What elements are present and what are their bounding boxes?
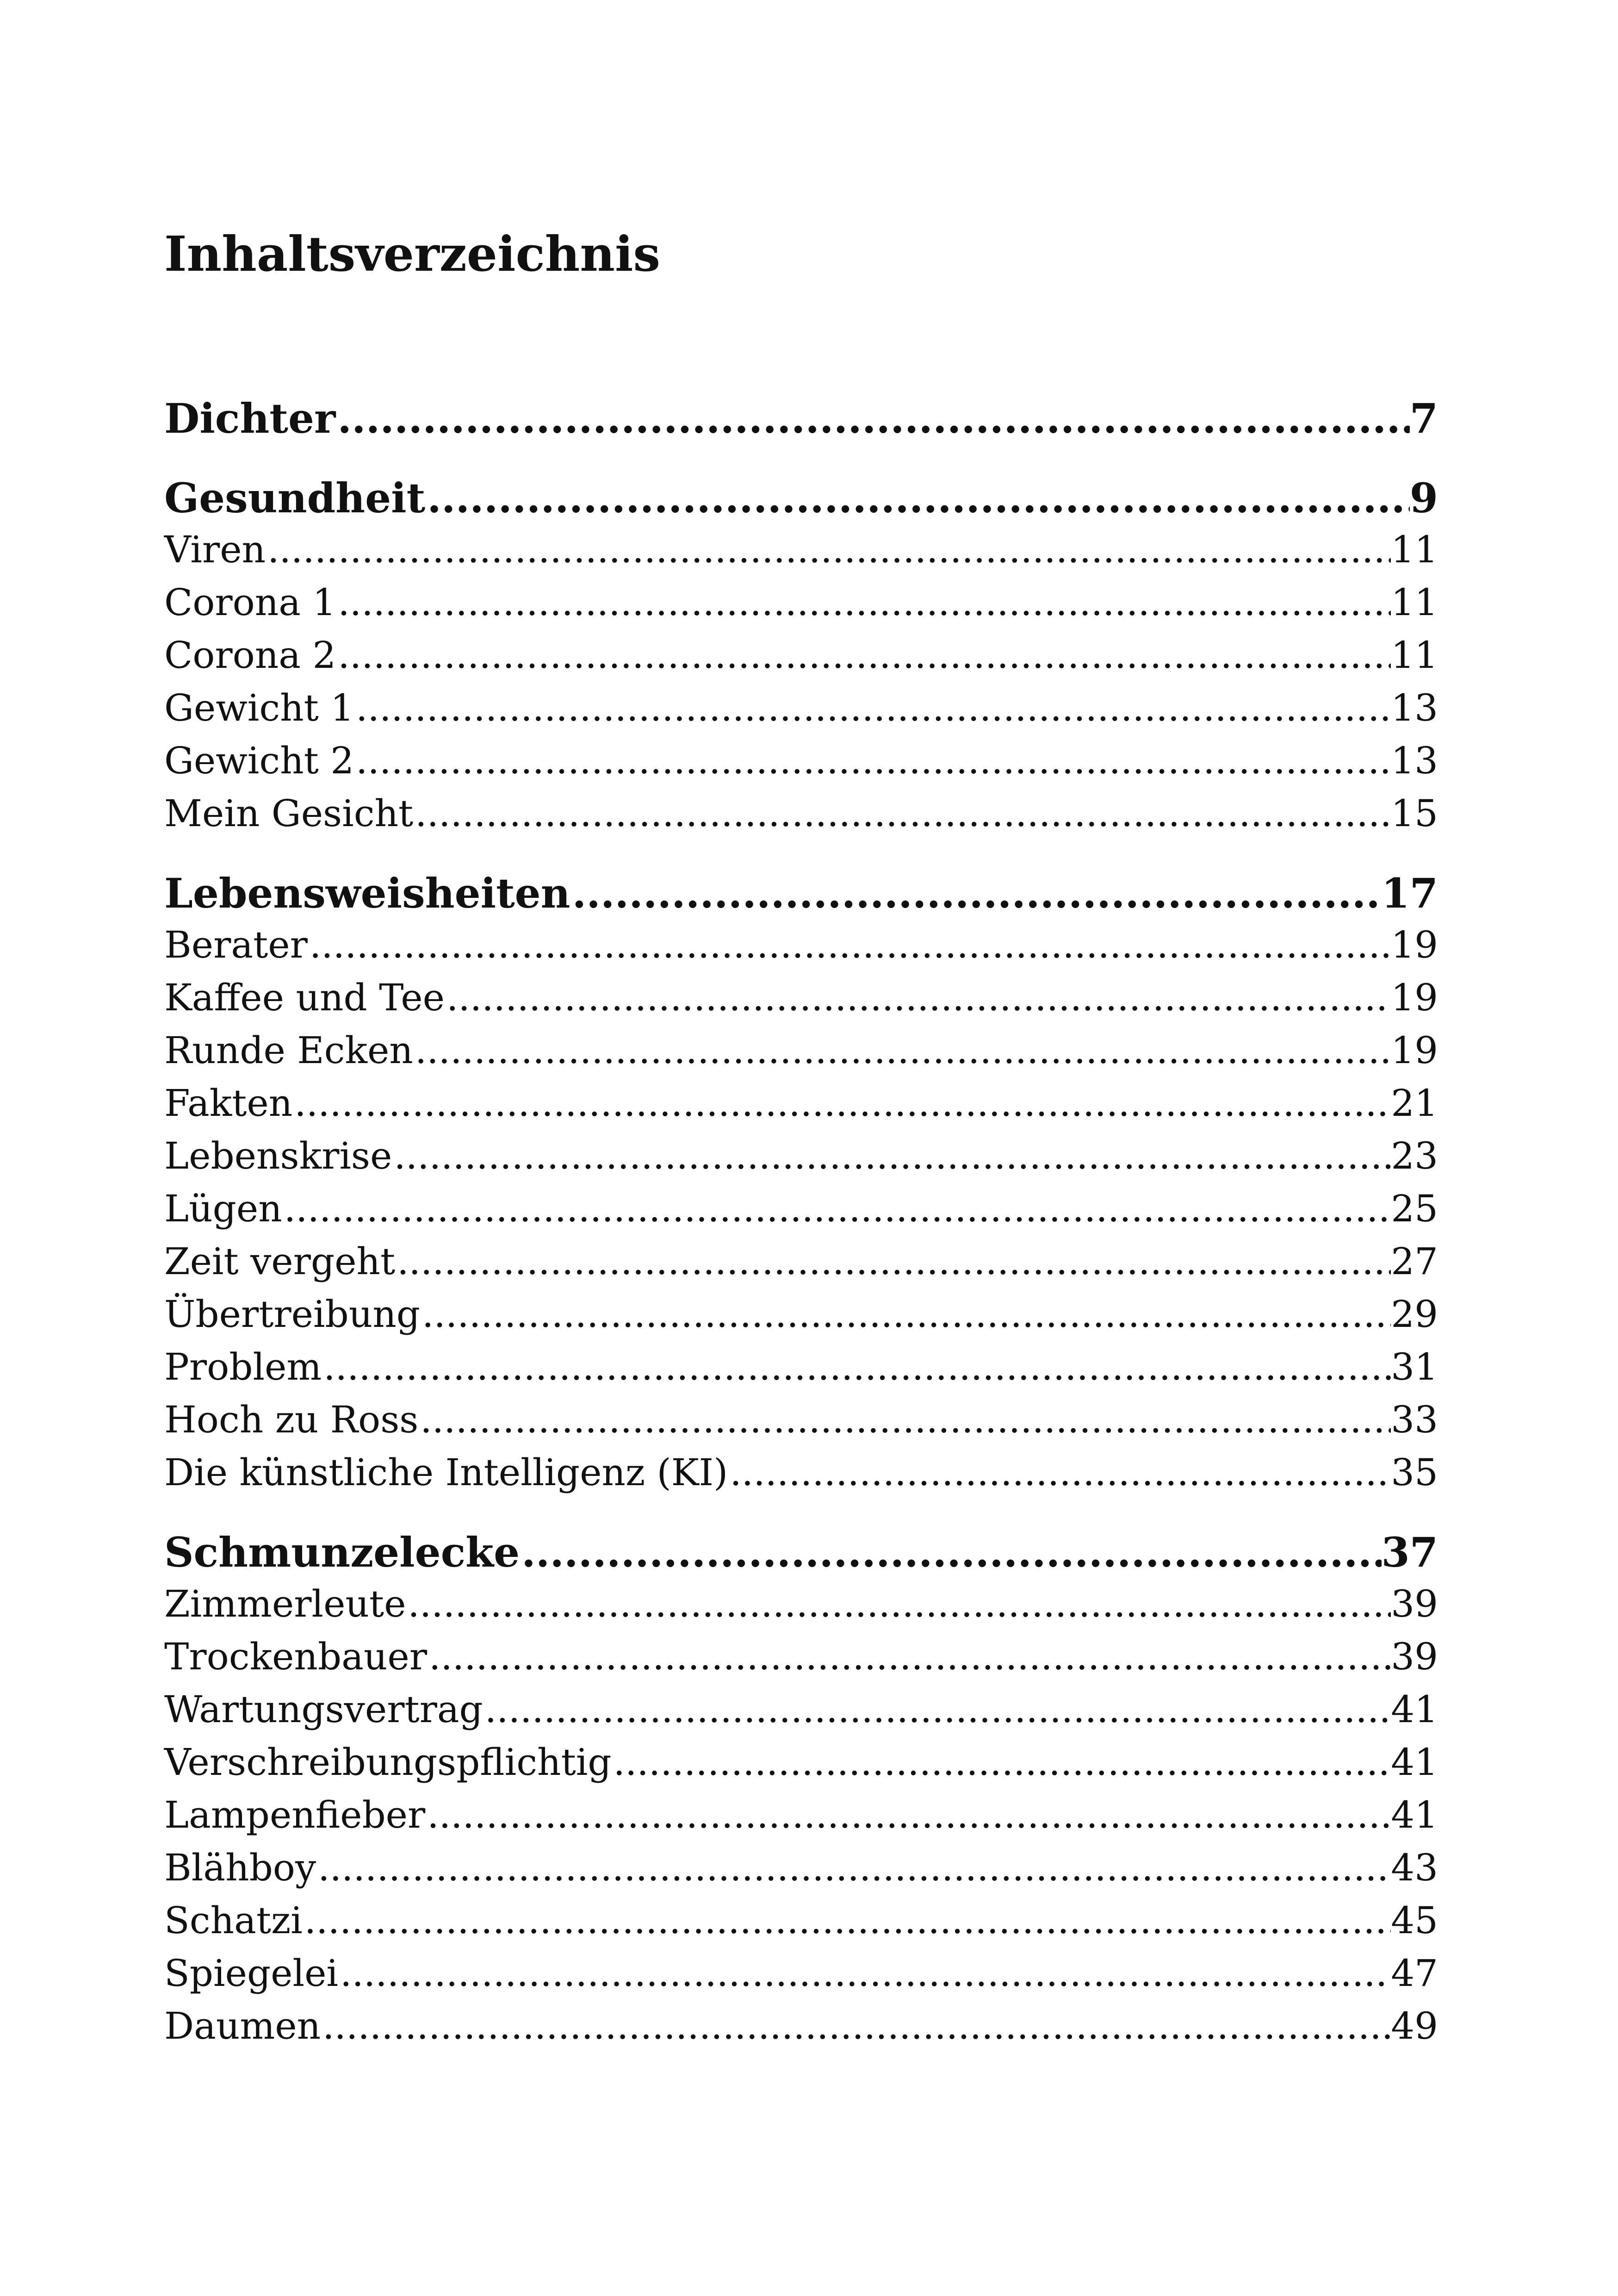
toc-entry-label: Verschreibungspflichtig <box>164 1741 612 1784</box>
toc-entry-label: Blähboy <box>164 1846 316 1889</box>
toc-section-entry[interactable] <box>164 1134 1438 1177</box>
toc-dot-leader <box>392 1138 1391 1175</box>
toc-dot-leader <box>520 1532 1381 1573</box>
toc-section-entry[interactable] <box>164 1582 1438 1625</box>
toc-section-entry[interactable] <box>164 634 1438 677</box>
toc-entry-label: Gewicht 2 <box>164 739 354 782</box>
toc-entry-label: Kaffee und Tee <box>164 976 445 1019</box>
toc-dot-leader <box>322 1349 1391 1386</box>
toc-page-number: 25 <box>1391 1187 1438 1230</box>
toc-section-entry[interactable] <box>164 1187 1438 1230</box>
toc-page-number: 33 <box>1391 1398 1438 1441</box>
toc-entry-label: Lügen <box>164 1187 282 1230</box>
toc-dot-leader <box>395 1243 1391 1280</box>
toc-entry-label: Lebensweisheiten <box>164 869 570 917</box>
toc-entry-label: Übertreibung <box>164 1293 421 1336</box>
toc-section-entry[interactable] <box>164 528 1438 571</box>
toc-chapter-entry[interactable] <box>164 474 1438 522</box>
toc-dot-leader <box>413 1032 1391 1069</box>
toc-dot-leader <box>354 742 1391 779</box>
toc-entry-label: Spiegelei <box>164 1952 339 1995</box>
toc-dot-leader <box>413 795 1391 832</box>
toc-entry-label: Schmunzelecke <box>164 1528 520 1576</box>
toc-section-entry[interactable] <box>164 1029 1438 1072</box>
toc-page-number: 19 <box>1391 1029 1438 1072</box>
toc-entry-label: Trockenbauer <box>164 1635 427 1678</box>
toc-entry-label: Wartungsvertrag <box>164 1688 483 1731</box>
toc-entry-label: Daumen <box>164 2004 321 2047</box>
toc-section-entry[interactable] <box>164 1635 1438 1678</box>
toc-page-number: 35 <box>1391 1451 1438 1494</box>
toc-page-number: 11 <box>1391 634 1438 677</box>
toc-page-number: 27 <box>1391 1240 1438 1283</box>
toc-dot-leader <box>728 1454 1391 1491</box>
toc-page-number: 29 <box>1391 1293 1438 1336</box>
toc-entry-label: Die künstliche Intelligenz (KI) <box>164 1451 728 1494</box>
toc-section-entry[interactable] <box>164 1398 1438 1441</box>
toc-dot-leader <box>406 1586 1391 1623</box>
toc-entry-label: Hoch zu Ross <box>164 1398 419 1441</box>
toc-entry-label: Schatzi <box>164 1899 303 1942</box>
toc-page-number: 47 <box>1391 1952 1438 1995</box>
toc-page-number: 39 <box>1391 1582 1438 1625</box>
toc-section-entry[interactable] <box>164 1293 1438 1336</box>
toc-section-entry[interactable] <box>164 1793 1438 1836</box>
toc-section-entry[interactable] <box>164 2004 1438 2047</box>
toc-page-number: 37 <box>1381 1528 1438 1576</box>
toc-entry-label: Zeit vergeht <box>164 1240 396 1283</box>
toc-entry-label: Berater <box>164 923 308 966</box>
toc-page-number: 41 <box>1391 1688 1438 1731</box>
toc-section-entry[interactable] <box>164 739 1438 782</box>
toc-section-entry[interactable] <box>164 1741 1438 1784</box>
toc-dot-leader <box>354 690 1391 727</box>
toc-section-entry[interactable] <box>164 976 1438 1019</box>
toc-entry-label: Gesundheit <box>164 474 426 522</box>
toc-page-number: 21 <box>1391 1082 1438 1125</box>
toc-entry-label: Lebenskrise <box>164 1134 392 1177</box>
toc-section-entry[interactable] <box>164 1345 1438 1388</box>
toc-page-number: 41 <box>1391 1741 1438 1784</box>
toc-page-number: 17 <box>1381 869 1438 917</box>
table-of-contents <box>164 0 1438 2296</box>
toc-dot-leader <box>336 584 1391 621</box>
toc-section-entry[interactable] <box>164 1688 1438 1731</box>
toc-page-number: 13 <box>1391 739 1438 782</box>
toc-dot-leader <box>425 478 1410 518</box>
toc-section-entry[interactable] <box>164 1952 1438 1995</box>
toc-dot-leader <box>612 1744 1391 1781</box>
toc-section-entry[interactable] <box>164 686 1438 729</box>
toc-entry-label: Dichter <box>164 394 336 442</box>
toc-page-number: 23 <box>1391 1134 1438 1177</box>
toc-dot-leader <box>427 1638 1391 1675</box>
toc-section-entry[interactable] <box>164 1082 1438 1125</box>
toc-dot-leader <box>420 1296 1391 1333</box>
toc-chapter-entry[interactable] <box>164 869 1438 917</box>
toc-page-number: 39 <box>1391 1635 1438 1678</box>
toc-page-number: 45 <box>1391 1899 1438 1942</box>
toc-dot-leader <box>308 927 1391 964</box>
toc-entry-label: Zimmerleute <box>164 1582 406 1625</box>
toc-entry-label: Corona 1 <box>164 581 336 624</box>
toc-section-entry[interactable] <box>164 923 1438 966</box>
toc-page-number: 13 <box>1391 686 1438 729</box>
toc-entry-label: Viren <box>164 528 266 571</box>
toc-title: Inhaltsverzeichnis <box>164 225 661 282</box>
toc-entry-label: Gewicht 1 <box>164 686 354 729</box>
toc-dot-leader <box>335 398 1409 439</box>
toc-section-entry[interactable] <box>164 1451 1438 1494</box>
toc-page-number: 43 <box>1391 1846 1438 1889</box>
toc-page-number: 11 <box>1391 581 1438 624</box>
toc-page-number: 15 <box>1391 792 1438 835</box>
toc-page-number: 31 <box>1391 1345 1438 1388</box>
toc-dot-leader <box>316 1849 1391 1886</box>
toc-page-number: 19 <box>1391 976 1438 1019</box>
toc-dot-leader <box>292 1085 1391 1122</box>
toc-section-entry[interactable] <box>164 1846 1438 1889</box>
toc-page-number: 9 <box>1409 474 1438 522</box>
toc-page-number: 7 <box>1409 394 1438 442</box>
toc-dot-leader <box>336 637 1391 674</box>
toc-dot-leader <box>445 979 1391 1016</box>
toc-dot-leader <box>282 1190 1391 1227</box>
toc-section-entry[interactable] <box>164 1240 1438 1283</box>
toc-page-number: 49 <box>1391 2004 1438 2047</box>
toc-page-number: 41 <box>1391 1793 1438 1836</box>
toc-entry-label: Runde Ecken <box>164 1029 413 1072</box>
toc-section-entry[interactable] <box>164 581 1438 624</box>
toc-entry-label: Corona 2 <box>164 634 336 677</box>
toc-dot-leader <box>483 1691 1391 1728</box>
toc-dot-leader <box>425 1797 1391 1834</box>
toc-dot-leader <box>321 2008 1391 2045</box>
toc-dot-leader <box>570 873 1382 914</box>
toc-section-entry[interactable] <box>164 792 1438 835</box>
toc-page-number: 19 <box>1391 923 1438 966</box>
toc-page-number: 11 <box>1391 528 1438 571</box>
toc-chapter-entry[interactable] <box>164 1528 1438 1576</box>
toc-entry-label: Problem <box>164 1345 322 1388</box>
toc-chapter-entry[interactable] <box>164 394 1438 442</box>
toc-dot-leader <box>303 1902 1391 1939</box>
toc-dot-leader <box>338 1955 1391 1992</box>
toc-dot-leader <box>266 531 1391 568</box>
toc-entry-label: Lampenfieber <box>164 1793 426 1836</box>
toc-entry-label: Mein Gesicht <box>164 792 414 835</box>
toc-dot-leader <box>418 1401 1391 1438</box>
toc-entry-label: Fakten <box>164 1082 293 1125</box>
toc-section-entry[interactable] <box>164 1899 1438 1942</box>
